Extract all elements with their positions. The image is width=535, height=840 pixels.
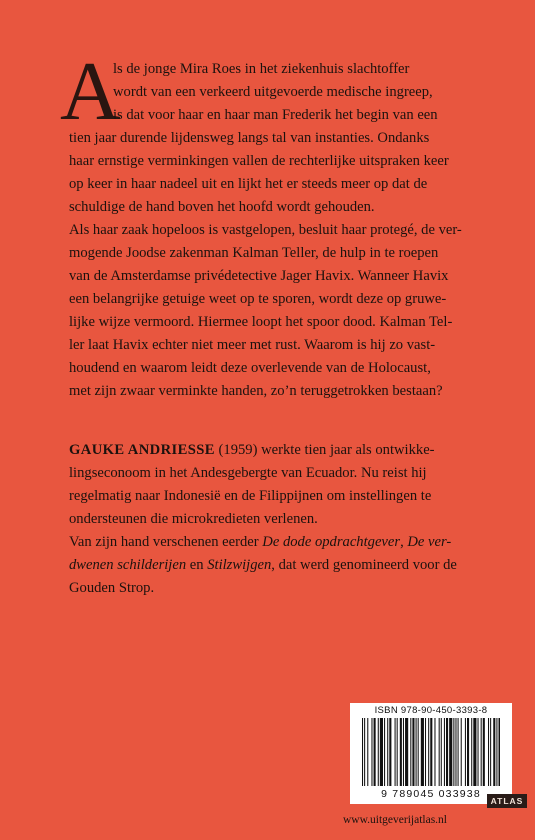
blurb-line: schuldige de hand boven het hoofd wordt gehouden. [69,199,375,215]
blurb-line: haar ernstige verminkingen vallen de rechterlijke uitspraken keer [69,153,449,169]
book-title: dwenen schilderijen [69,557,187,573]
books-tail: , dat werd genomineerd voor de [271,557,457,573]
author-bio-text: (1959) werkte tien jaar als ontwikke- [214,442,435,458]
blurb-line: houdend en waarom leidt deze overlevende van de Holocaust, [69,360,431,376]
previous-books-line: Gouden Strop. [69,580,155,596]
book-title: De dode opdrachtgever [262,534,401,550]
author-bio-line: lingseconoom in het Andesgebergte van Ecuador. Nu reist hij [69,465,427,481]
separator: en [186,557,208,573]
book-title: De ver- [407,534,452,550]
blurb-line: ler laat Havix echter niet meer met rust. Waarom is hij zo vast- [69,337,436,353]
author-bio-line [69,440,435,460]
drop-cap: A [60,45,121,138]
blurb-line: wordt van een verkeerd uitgevoerde medische ingreep, [113,84,433,100]
blurb-line: van de Amsterdamse privédetective Jager Havix. Wanneer Havix [69,268,449,284]
blurb-line: is dat voor haar en haar man Frederik het begin van een [113,107,438,123]
blurb-line: tien jaar durende lijdensweg langs tal van instanties. Ondanks [69,130,430,146]
blurb-line: Als haar zaak hopeloos is vastgelopen, besluit haar protegé, de ver- [69,222,462,238]
barcode-digits: 9 789045 033938 [381,788,481,800]
separator: , [400,534,408,550]
author-name: GAUKE ANDRIESSE [69,442,215,458]
blurb-line: op keer in haar nadeel uit en lijkt het er steeds meer op dat de [69,176,428,192]
blurb-line: lijke wijze vermoord. Hiermee loopt het spoor dood. Kalman Tel- [69,314,453,330]
book-title: Stilzwijgen [207,557,272,573]
previous-books-line [69,532,451,552]
isbn-label: ISBN 978-90-450-3393-8 [374,705,488,716]
publisher-website: www.uitgeverijatlas.nl [343,814,448,826]
barcode-icon [362,718,500,788]
publisher-logo: ATLAS [487,794,527,808]
isbn-barcode [350,703,512,804]
blurb-line: met zijn zwaar verminkte handen, zo’n teruggetrokken bestaan? [69,383,443,399]
blurb-line: mogende Joodse zakenman Kalman Teller, de hulp in te roepen [69,245,439,261]
previous-books-line [69,555,457,575]
books-intro: Van zijn hand verschenen eerder [69,534,263,550]
author-bio-line: ondersteunen die microkredieten verlenen. [69,511,318,527]
blurb-line: een belangrijke getuige weet op te sporen, wordt deze op gruwe- [69,291,447,307]
author-bio-line: regelmatig naar Indonesië en de Filippijnen om instellingen te [69,488,432,504]
blurb-line: ls de jonge Mira Roes in het ziekenhuis slachtoffer [113,61,410,77]
